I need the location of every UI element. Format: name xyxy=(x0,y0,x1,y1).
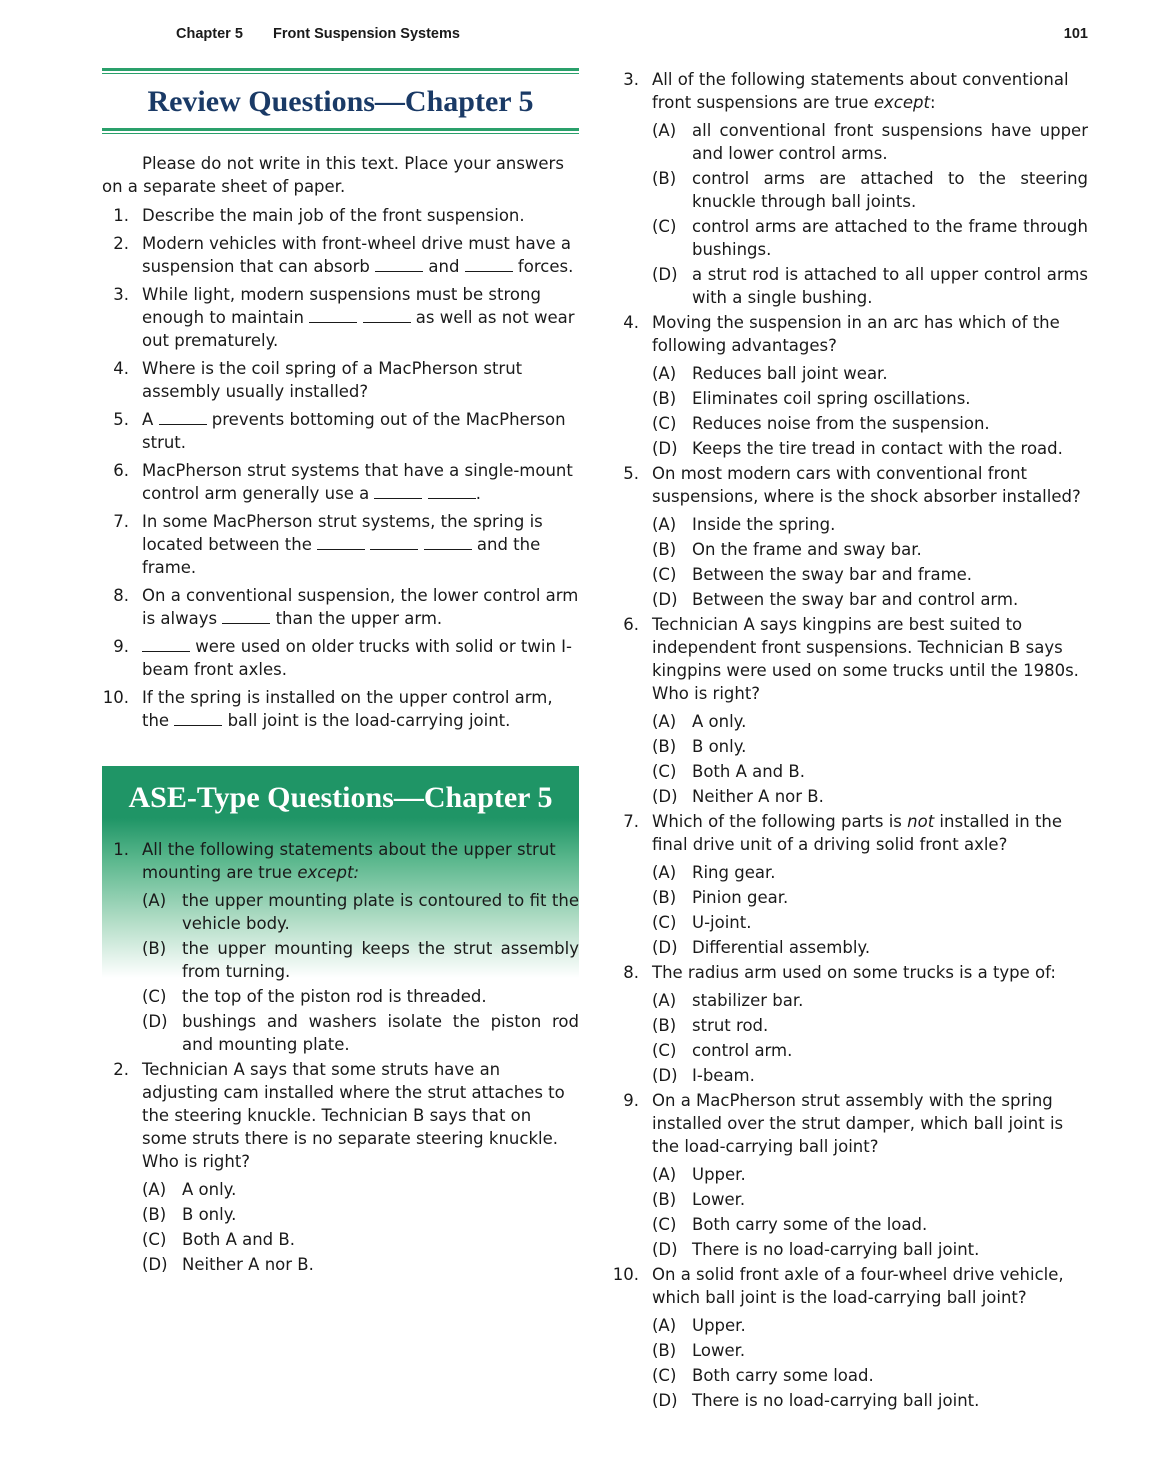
option-letter: (C) xyxy=(652,565,677,584)
question-number: 7. xyxy=(113,512,129,531)
answer-option xyxy=(652,989,1088,1012)
option-letter: (D) xyxy=(652,1066,678,1085)
answer-option xyxy=(652,735,1088,758)
question-text: Modern vehicles with front-wheel drive must have a suspension that can absorb xyxy=(142,234,571,276)
option-text: Lower. xyxy=(692,1341,746,1360)
option-letter: (C) xyxy=(652,414,677,433)
answer-blank xyxy=(317,533,365,550)
option-letter: (A) xyxy=(652,515,677,534)
option-text: control arm. xyxy=(692,1041,793,1060)
option-text: Upper. xyxy=(692,1165,746,1184)
question-emphasis: except xyxy=(873,93,930,112)
question-number: 2. xyxy=(113,234,129,253)
review-question xyxy=(102,686,579,732)
review-question xyxy=(102,459,579,505)
answer-blank xyxy=(159,408,207,425)
option-letter: (C) xyxy=(652,762,677,781)
question-text: MacPherson strut systems that have a single-mount control arm generally use a xyxy=(142,461,573,503)
option-text: Lower. xyxy=(692,1190,746,1209)
question-number: 4. xyxy=(623,313,639,332)
option-letter: (B) xyxy=(142,939,167,958)
option-text: the upper mounting keeps the strut assembly from turning. xyxy=(182,939,579,981)
answer-blank xyxy=(142,635,190,652)
question-text: On a conventional suspension, the lower control arm is always xyxy=(142,586,579,628)
question-text: than the upper arm. xyxy=(270,609,443,628)
ase-question xyxy=(102,838,579,884)
answer-blank xyxy=(363,306,411,323)
question-number: 8. xyxy=(623,963,639,982)
answer-option xyxy=(652,861,1088,884)
question-text: were used on older trucks with solid or twin I-beam front axles. xyxy=(142,637,572,679)
option-letter: (B) xyxy=(652,1016,677,1035)
right-column xyxy=(612,68,1088,1414)
option-text: A only. xyxy=(692,712,747,731)
option-letter: (C) xyxy=(652,1215,677,1234)
option-text: control arms are attached to the frame through bushings. xyxy=(692,217,1088,259)
ase-question xyxy=(612,1089,1088,1158)
option-letter: (A) xyxy=(652,863,677,882)
ase-question xyxy=(612,613,1088,705)
option-letter: (D) xyxy=(652,590,678,609)
option-text: Upper. xyxy=(692,1316,746,1335)
question-number: 8. xyxy=(113,586,129,605)
ase-question xyxy=(612,462,1088,508)
option-text: Both A and B. xyxy=(692,762,805,781)
answer-option xyxy=(652,412,1088,435)
answer-option xyxy=(652,1064,1088,1087)
option-text: strut rod. xyxy=(692,1016,769,1035)
answer-option xyxy=(142,1010,579,1056)
option-text: Ring gear. xyxy=(692,863,776,882)
question-text: On a solid front axle of a four-wheel drive vehicle, which ball joint is the load-carrying ball joint? xyxy=(652,1265,1064,1307)
answer-blank xyxy=(375,255,423,272)
answer-blank xyxy=(424,533,472,550)
answer-option xyxy=(652,1039,1088,1062)
option-letter: (B) xyxy=(142,1205,167,1224)
review-question xyxy=(102,584,579,630)
page-number: 101 xyxy=(1063,26,1088,42)
question-text: as well as not wear out prematurely. xyxy=(142,308,575,350)
option-letter: (A) xyxy=(142,891,167,910)
option-letter: (D) xyxy=(652,439,678,458)
option-letter: (B) xyxy=(652,888,677,907)
option-letter: (C) xyxy=(652,1366,677,1385)
review-question xyxy=(102,283,579,352)
option-text: I-beam. xyxy=(692,1066,755,1085)
question-text: Moving the suspension in an arc has which of the following advantages? xyxy=(652,313,1060,355)
option-letter: (D) xyxy=(652,787,678,806)
option-text: Eliminates coil spring oscillations. xyxy=(692,389,971,408)
option-text: Both A and B. xyxy=(182,1230,295,1249)
question-number: 1. xyxy=(113,206,129,225)
question-text: ball joint is the load-carrying joint. xyxy=(222,711,511,730)
answer-option xyxy=(652,1339,1088,1362)
review-question xyxy=(102,408,579,454)
option-letter: (B) xyxy=(652,1190,677,1209)
question-text: Which of the following parts is xyxy=(652,812,908,831)
question-text: and xyxy=(423,257,465,276)
option-text: A only. xyxy=(182,1180,237,1199)
answer-blank xyxy=(465,255,513,272)
review-question xyxy=(102,635,579,681)
ase-left-questions xyxy=(102,838,579,1276)
option-text: Neither A nor B. xyxy=(182,1255,314,1274)
option-text: Both carry some of the load. xyxy=(692,1215,928,1234)
option-letter: (B) xyxy=(652,540,677,559)
answer-option xyxy=(652,1389,1088,1412)
answer-option xyxy=(652,1188,1088,1211)
question-number: 3. xyxy=(623,70,639,89)
question-emphasis: except: xyxy=(297,863,360,882)
answer-option xyxy=(652,1163,1088,1186)
question-text: If the spring is installed on the upper control arm, the xyxy=(142,688,553,730)
question-text: A xyxy=(142,410,159,429)
answer-option xyxy=(652,563,1088,586)
option-text: Inside the spring. xyxy=(692,515,836,534)
option-text: Reduces ball joint wear. xyxy=(692,364,888,383)
chapter-label: Chapter 5 xyxy=(176,26,243,42)
review-question xyxy=(102,232,579,278)
answer-option xyxy=(652,1014,1088,1037)
answer-option xyxy=(652,911,1088,934)
ase-question xyxy=(612,961,1088,984)
option-letter: (D) xyxy=(142,1012,168,1031)
option-letter: (D) xyxy=(652,938,678,957)
question-text: . xyxy=(475,484,481,503)
option-text: stabilizer bar. xyxy=(692,991,804,1010)
page-header xyxy=(0,26,1156,46)
option-text: Between the sway bar and frame. xyxy=(692,565,973,584)
question-number: 3. xyxy=(113,285,129,304)
review-intro: Please do not write in this text. Place your answers on a separate sheet of paper. xyxy=(102,154,564,196)
option-text: Pinion gear. xyxy=(692,888,789,907)
question-number: 10. xyxy=(102,688,129,707)
question-number: 5. xyxy=(623,464,639,483)
option-text: Both carry some load. xyxy=(692,1366,874,1385)
option-letter: (C) xyxy=(142,987,167,1006)
option-letter: (D) xyxy=(142,1255,168,1274)
ase-question xyxy=(612,810,1088,856)
question-number: 1. xyxy=(113,840,129,859)
question-text: On a MacPherson strut assembly with the spring installed over the strut damper, which ball joint is the load-carrying ball joint? xyxy=(652,1091,1064,1156)
option-text: a strut rod is attached to all upper control arms with a single bushing. xyxy=(692,265,1088,307)
ase-question xyxy=(612,311,1088,357)
option-letter: (B) xyxy=(652,737,677,756)
answer-blank xyxy=(174,709,222,726)
answer-option xyxy=(652,1213,1088,1236)
question-text: The radius arm used on some trucks is a type of: xyxy=(652,963,1056,982)
answer-option xyxy=(652,760,1088,783)
option-letter: (C) xyxy=(652,1041,677,1060)
ase-title: ASE-Type Questions—Chapter 5 xyxy=(128,781,553,814)
option-text: U-joint. xyxy=(692,913,752,932)
question-text: : xyxy=(929,93,936,112)
option-letter: (A) xyxy=(652,1316,677,1335)
question-text: All of the following statements about conventional front suspensions are true xyxy=(652,70,1069,112)
option-letter: (C) xyxy=(652,913,677,932)
answer-option xyxy=(142,1203,579,1226)
question-number: 4. xyxy=(113,359,129,378)
review-question xyxy=(102,204,579,227)
ase-question xyxy=(102,1058,579,1173)
option-letter: (A) xyxy=(142,1180,167,1199)
answer-option xyxy=(652,263,1088,309)
title-rule-bottom xyxy=(102,128,579,134)
section-title: Front Suspension Systems xyxy=(273,26,460,42)
question-text: All the following statements about the upper strut mounting are true xyxy=(142,840,556,882)
question-number: 6. xyxy=(113,461,129,480)
question-number: 9. xyxy=(623,1091,639,1110)
option-letter: (A) xyxy=(652,991,677,1010)
answer-option xyxy=(652,538,1088,561)
question-text: While light, modern suspensions must be strong enough to maintain xyxy=(142,285,541,327)
question-number: 6. xyxy=(623,615,639,634)
ase-question xyxy=(612,68,1088,114)
option-text: Reduces noise from the suspension. xyxy=(692,414,990,433)
answer-option xyxy=(652,936,1088,959)
question-number: 2. xyxy=(113,1060,129,1079)
question-emphasis: not xyxy=(907,812,935,831)
ase-question xyxy=(612,1263,1088,1309)
question-number: 5. xyxy=(113,410,129,429)
question-text: Where is the coil spring of a MacPherson strut assembly usually installed? xyxy=(142,359,523,401)
option-letter: (C) xyxy=(652,217,677,236)
option-letter: (B) xyxy=(652,169,677,188)
answer-option xyxy=(652,886,1088,909)
option-letter: (A) xyxy=(652,121,677,140)
answer-option xyxy=(652,588,1088,611)
answer-blank xyxy=(428,482,476,499)
question-text: forces. xyxy=(512,257,574,276)
review-title: Review Questions—Chapter 5 xyxy=(147,85,534,118)
answer-option xyxy=(652,1238,1088,1261)
answer-option xyxy=(652,710,1088,733)
answer-blank xyxy=(374,482,422,499)
answer-option xyxy=(142,937,579,983)
answer-option xyxy=(142,1228,579,1251)
question-number: 9. xyxy=(113,637,129,656)
option-text: the top of the piston rod is threaded. xyxy=(182,987,487,1006)
review-question xyxy=(102,357,579,403)
option-text: Neither A nor B. xyxy=(692,787,824,806)
option-text: B only. xyxy=(182,1205,237,1224)
answer-option xyxy=(652,1314,1088,1337)
answer-option xyxy=(652,1364,1088,1387)
option-text: Differential assembly. xyxy=(692,938,871,957)
answer-option xyxy=(652,785,1088,808)
answer-option xyxy=(652,119,1088,165)
option-text: the upper mounting plate is contoured to fit the vehicle body. xyxy=(182,891,579,933)
question-number: 10. xyxy=(612,1265,639,1284)
option-letter: (A) xyxy=(652,1165,677,1184)
option-letter: (A) xyxy=(652,364,677,383)
question-text: and the frame. xyxy=(142,535,541,577)
option-text: control arms are attached to the steering knuckle through ball joints. xyxy=(692,169,1088,211)
answer-option xyxy=(652,167,1088,213)
question-text: Technician A says kingpins are best suited to independent front suspensions. Technician B says kingpins were used on some trucks until the 1980s. Who is right? xyxy=(652,615,1079,703)
question-text: In some MacPherson strut systems, the spring is located between the xyxy=(142,512,543,554)
question-text: installed in the final drive unit of a driving solid front axle? xyxy=(652,812,1063,854)
answer-blank xyxy=(222,607,270,624)
review-question-list xyxy=(102,204,579,732)
option-letter: (C) xyxy=(142,1230,167,1249)
option-text: Between the sway bar and control arm. xyxy=(692,590,1019,609)
answer-option xyxy=(142,1253,579,1276)
question-text: Describe the main job of the front suspension. xyxy=(142,206,525,225)
option-text: Keeps the tire tread in contact with the road. xyxy=(692,439,1063,458)
option-letter: (D) xyxy=(652,1240,678,1259)
title-rule-top xyxy=(102,68,579,74)
answer-option xyxy=(652,513,1088,536)
option-text: There is no load-carrying ball joint. xyxy=(692,1240,980,1259)
option-letter: (B) xyxy=(652,389,677,408)
answer-blank xyxy=(370,533,418,550)
option-text: B only. xyxy=(692,737,747,756)
answer-blank xyxy=(309,306,357,323)
option-text: On the frame and sway bar. xyxy=(692,540,922,559)
question-text: On most modern cars with conventional front suspensions, where is the shock absorber installed? xyxy=(652,464,1081,506)
answer-option xyxy=(142,985,579,1008)
option-text: all conventional front suspensions have upper and lower control arms. xyxy=(692,121,1088,163)
question-text: prevents bottoming out of the MacPherson strut. xyxy=(142,410,566,452)
answer-option xyxy=(652,387,1088,410)
option-letter: (A) xyxy=(652,712,677,731)
question-number: 7. xyxy=(623,812,639,831)
question-text: Technician A says that some struts have an adjusting cam installed where the strut attaches to the steering knuckle. Technician B says that on some struts there is no separate steering knuckle. Who is right? xyxy=(142,1060,565,1171)
option-letter: (D) xyxy=(652,265,678,284)
option-letter: (B) xyxy=(652,1341,677,1360)
answer-option xyxy=(652,215,1088,261)
left-column xyxy=(102,68,579,1278)
option-letter: (D) xyxy=(652,1391,678,1410)
answer-option xyxy=(652,437,1088,460)
answer-option xyxy=(652,362,1088,385)
review-question xyxy=(102,510,579,579)
option-text: There is no load-carrying ball joint. xyxy=(692,1391,980,1410)
answer-option xyxy=(142,889,579,935)
answer-option xyxy=(142,1178,579,1201)
option-text: bushings and washers isolate the piston rod and mounting plate. xyxy=(182,1012,579,1054)
